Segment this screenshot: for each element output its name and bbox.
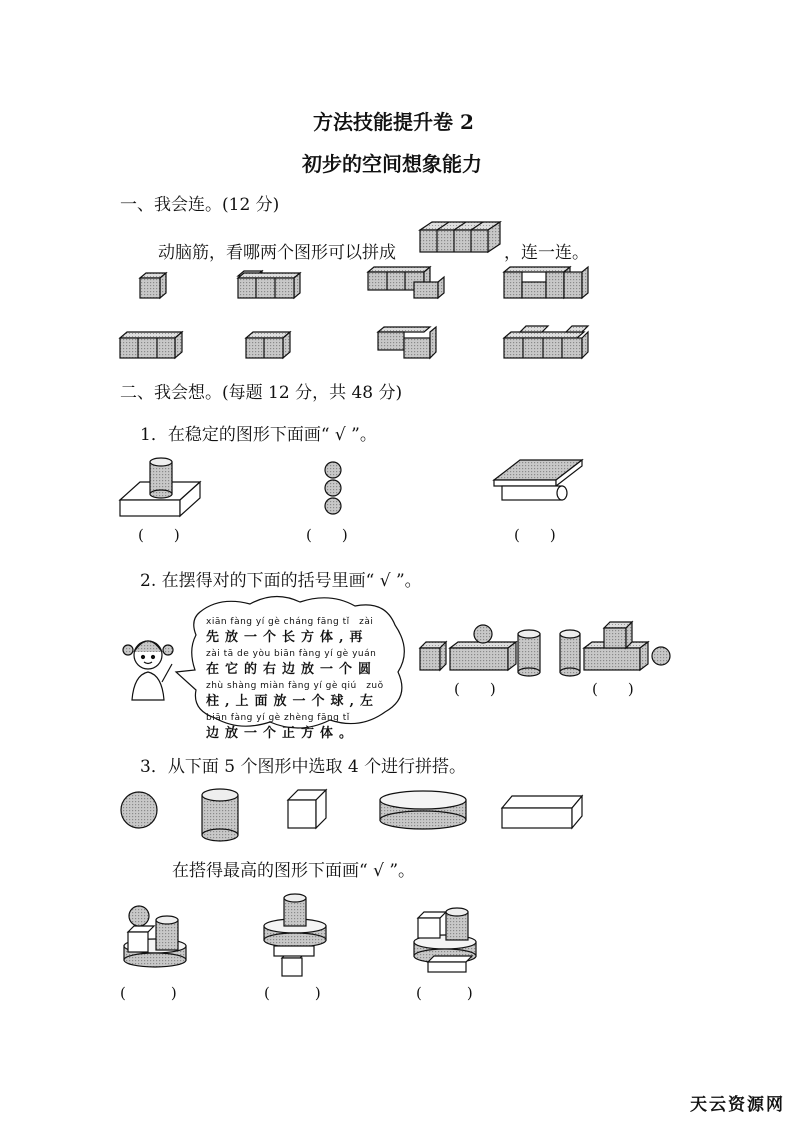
q3-text: 3．从下面 5 个图形中选取 4 个进行拼搭。: [140, 757, 467, 777]
q2-text: 2. 在摆得对的下面的括号里画“ √ ”。: [140, 571, 422, 591]
target-shape-icon: [420, 222, 500, 252]
q2-answer-2[interactable]: ( ): [592, 680, 634, 698]
piece-corner-shape-icon: [378, 327, 436, 358]
q2-answer-1[interactable]: ( ): [454, 680, 496, 698]
bubble-pinyin-4: biān fàng yí gè zhèng fāng tǐ: [206, 713, 350, 723]
q3-subtext: 在搭得最高的图形下面画“ √ ”。: [172, 861, 416, 881]
bubble-pinyin-2: zài tā de yòu biān fàng yí gè yuán: [206, 649, 377, 659]
section2-heading: 二、我会想。(每题 12 分，共 48 分): [120, 383, 403, 403]
stack-option-c-icon: [414, 908, 476, 972]
disc-icon: [380, 791, 466, 829]
bubble-pinyin-1: xiān fàng yí gè cháng fāng tǐ zài: [206, 617, 374, 627]
bubble-pinyin-3: zhù shàng miàn fàng yí gè qiú zuǒ: [206, 681, 384, 691]
cylinder-icon: [202, 789, 238, 841]
stacked-balls-icon: [325, 462, 341, 514]
piece-two-row-icon: [246, 332, 290, 358]
q1-answer-2[interactable]: ( ): [306, 526, 348, 544]
page-subtitle: 初步的空间想象能力: [302, 152, 482, 176]
arrangement-option-a-icon: [420, 625, 540, 676]
q3-answer-1[interactable]: ( ): [120, 984, 177, 1002]
q1-text: 1．在稳定的图形下面画“ √ ”。: [140, 425, 377, 445]
q1-answer-3[interactable]: ( ): [514, 526, 556, 544]
stack-option-b-icon: [264, 894, 326, 976]
piece-single-cube-icon: [140, 273, 166, 298]
bubble-hanzi-4: 边放一个正方体。: [206, 726, 359, 741]
section1-instruction-start: 动脑筋，看哪两个图形可以拼成: [158, 243, 396, 263]
q3-answer-2[interactable]: ( ): [264, 984, 321, 1002]
stack-option-a-icon: [124, 906, 186, 967]
q1-answer-1[interactable]: ( ): [138, 526, 180, 544]
ball-icon: [121, 792, 157, 828]
section1-instruction-end: ，连一连。: [504, 243, 589, 263]
arrangement-option-b-icon: [560, 622, 670, 676]
speech-bubble-text: [206, 614, 384, 742]
board-on-cylinder-icon: [494, 460, 582, 500]
cuboid-icon: [502, 796, 582, 828]
bubble-hanzi-3: 柱,上面放一个球,左: [206, 694, 380, 709]
piece-step-shape-icon: [368, 267, 444, 298]
piece-u-shape-icon: [504, 267, 588, 298]
piece-three-row-icon: [120, 332, 182, 358]
q3-answer-3[interactable]: ( ): [416, 984, 473, 1002]
girl-avatar-icon: [123, 641, 173, 700]
page-title: 方法技能提升卷 2: [313, 110, 474, 134]
cylinder-on-slab-icon: [120, 458, 200, 516]
piece-l-shape-icon: [238, 271, 300, 298]
piece-four-block-icon: [504, 326, 588, 358]
bubble-hanzi-1: 先放一个长方体,再: [206, 630, 369, 645]
watermark-text: 天云资源网: [690, 1095, 785, 1115]
section1-heading: 一、我会连。(12 分): [120, 195, 280, 215]
bubble-hanzi-2: 在它的右边放一个圆: [206, 662, 378, 677]
cube-icon: [288, 790, 326, 828]
